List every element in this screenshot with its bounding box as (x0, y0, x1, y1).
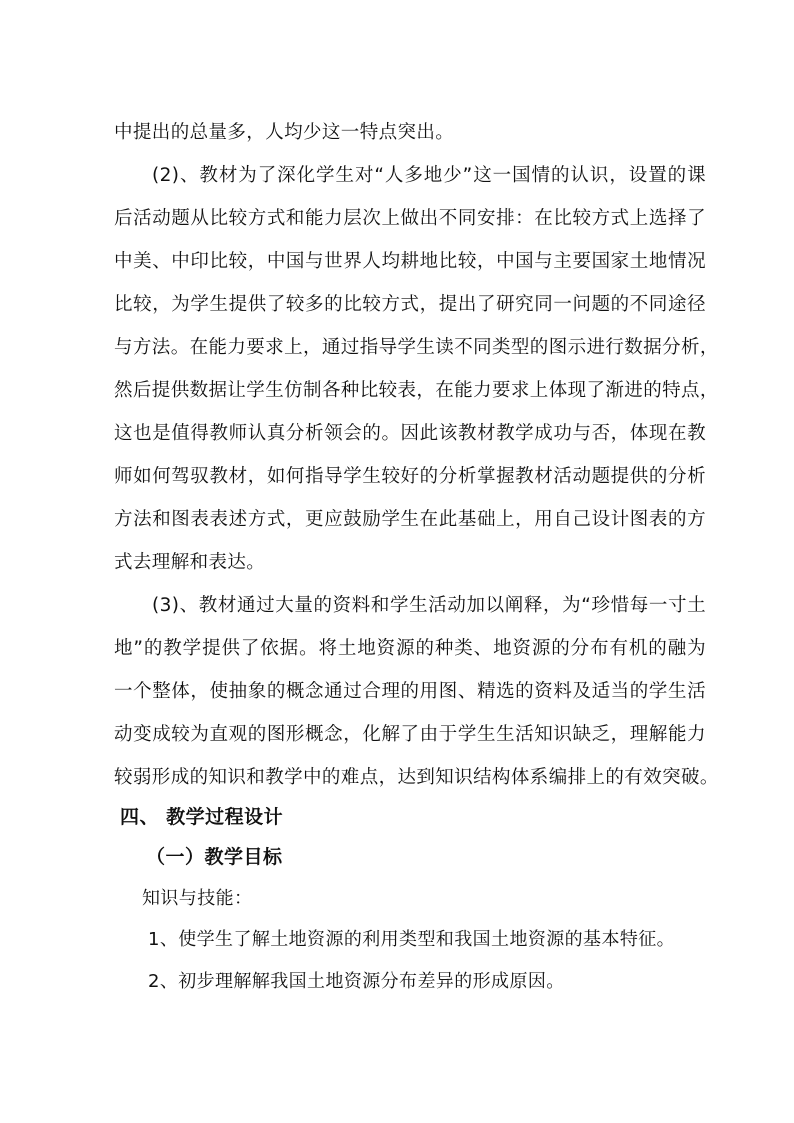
paragraph-line: 比较，为学生提供了较多的比较方式，提出了研究同一问题的不同途径 (114, 294, 706, 315)
objectives-label: 知识与技能： (142, 888, 253, 909)
paragraph-line: 式去理解和表达。 (114, 552, 266, 573)
paragraph-line: 较弱形成的知识和教学中的难点，达到知识结构体系编排上的有效突破。 (114, 767, 719, 788)
paragraph-line: 后活动题从比较方式和能力层次上做出不同安排：在比较方式上选择了 (114, 208, 706, 229)
paragraph-line: 一个整体，使抽象的概念通过合理的用图、精选的资料及适当的学生活 (114, 681, 706, 702)
paragraph-line: 方法和图表表述方式，更应鼓励学生在此基础上，用自己设计图表的方 (114, 509, 706, 530)
paragraph-line: 动变成较为直观的图形概念，化解了由于学生生活知识缺乏，理解能力 (114, 724, 706, 745)
paragraph-line: 与方法。在能力要求上，通过指导学生读不同类型的图示进行数据分析， (114, 337, 719, 358)
paragraph-line: (3)、教材通过大量的资料和学生活动加以阐释，为“珍惜每一寸土 (152, 595, 706, 616)
section-heading: 四、 教学过程设计 (120, 806, 284, 828)
paragraph-line: 中美、中印比较，中国与世界人均耕地比较，中国与主要国家土地情况 (114, 251, 706, 272)
paragraph-line: 地”的教学提供了依据。将土地资源的种类、地资源的分布有机的融为 (114, 638, 706, 659)
paragraph-line: 这也是值得教师认真分析领会的。因此该教材教学成功与否，体现在教 (114, 423, 706, 444)
objective-item: 1、使学生了解土地资源的利用类型和我国土地资源的基本特征。 (148, 929, 676, 950)
paragraph-line: 中提出的总量多，人均少这一特点突出。 (114, 122, 455, 143)
paragraph-line: 然后提供数据让学生仿制各种比较表，在能力要求上体现了渐进的特点， (114, 380, 719, 401)
paragraph-line: (2)、教材为了深化学生对“人多地少”这一国情的认识，设置的课 (152, 165, 706, 186)
objective-item: 2、初步理解解我国土地资源分布差异的形成原因。 (148, 971, 565, 992)
subsection-heading: （一）教学目标 (146, 846, 283, 868)
paragraph-line: 师如何驾驭教材，如何指导学生较好的分析掌握教材活动题提供的分析 (114, 466, 706, 487)
